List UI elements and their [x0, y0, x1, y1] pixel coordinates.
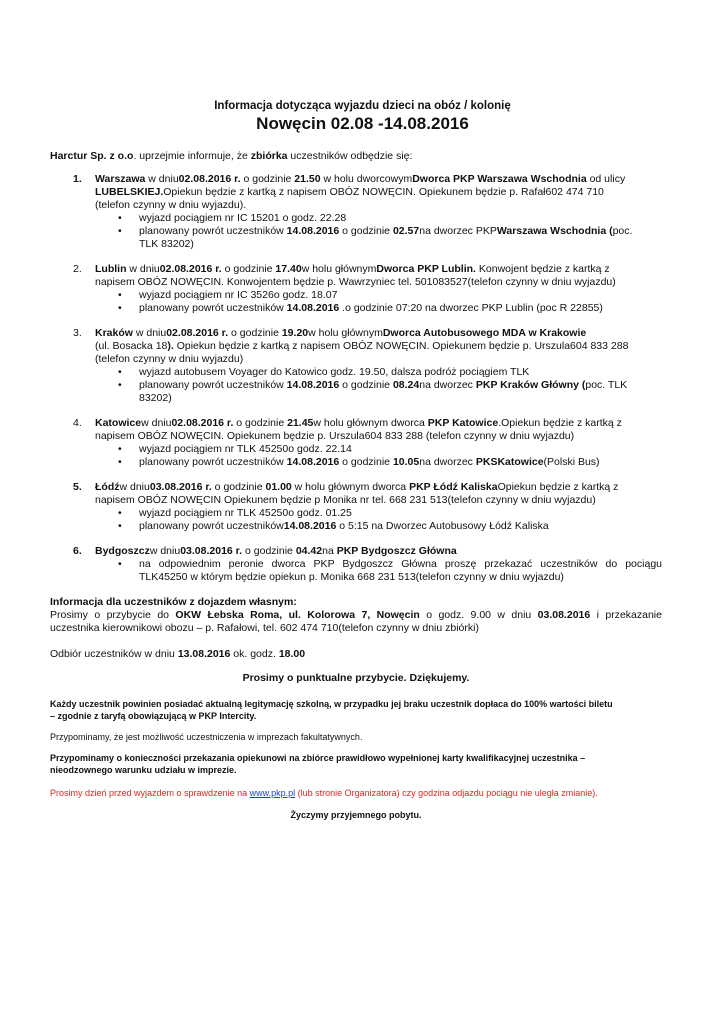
item-line: Katowicew dniu02.08.2016 r. o godzinie 21.45w holu głównym dworca PKP Katowice.Opiekun będzie z kartką z — [95, 417, 622, 429]
bullet-icon: • — [118, 507, 122, 519]
bullet-line: 83202) — [139, 392, 172, 404]
item-number: 5. — [73, 481, 82, 493]
bullet-line: TLK 83202) — [139, 238, 194, 250]
item-number: 6. — [73, 545, 82, 557]
item-line: napisem OBÓZ NOWĘCIN. Konwojentem będzie p. Wawrzyniec tel. 501083527(telefon czynny w dniu wyjazdu) — [95, 276, 616, 288]
item-line: Kraków w dniu02.08.2016 r. o godzinie 19.20w holu głównymDworca Autobusowego MDA w Krakowie — [95, 327, 587, 339]
pickup-line: Odbiór uczestników w dniu 13.08.2016 ok. godz. 18.00 — [50, 648, 306, 660]
item-number: 3. — [73, 327, 82, 339]
bullet-line: wyjazd pociągiem nr IC 3526o godz. 18.07 — [139, 289, 338, 301]
ticket-note-line: – zgodnie z taryfą obowiązującą w PKP Intercity. — [50, 711, 257, 721]
bullet-line: planowany powrót uczestników 14.08.2016 o godzinie 08.24na dworzec PKP Kraków Główny (poc. TLK — [139, 379, 628, 391]
pkp-link[interactable]: www.pkp.pl — [249, 788, 296, 798]
intro-paragraph: Harctur Sp. z o.o. uprzejmie informuje, że zbiórka uczestników odbędzie się: — [50, 150, 413, 162]
bullet-line: TLK45250 w którym będzie opiekun p. Monika 668 231 513(telefon czynny w dniu wyjazdu) — [139, 571, 564, 583]
item-number: 1. — [73, 173, 82, 185]
bullet-icon: • — [118, 443, 122, 455]
bullet-icon: • — [118, 212, 122, 224]
item-line: napisem OBÓZ NOWĘCIN Opiekunem będzie p Monika nr tel. 668 231 513(telefon czynny w dniu wyjazdu) — [95, 494, 596, 506]
bullet-icon: • — [118, 289, 122, 301]
item-line: LUBELSKIEJ.Opiekun będzie z kartką z napisem OBÓZ NOWĘCIN. Opiekunem będzie p. Rafał602 474 710 — [95, 186, 604, 198]
item-line: Warszawa w dniu02.08.2016 r. o godzinie 21.50 w holu dworcowymDworca PKP Warszawa Wschodnia od ulicy — [95, 173, 626, 185]
bullet-line: planowany powrót uczestników14.08.2016 o 5:15 na Dworzec Autobusowy Łódź Kaliska — [139, 520, 549, 532]
item-line: Bydgoszczw dniu03.08.2016 r. o godzinie 04.42na PKP Bydgoszcz Główna — [95, 545, 457, 557]
document-subtitle: Informacja dotycząca wyjazdu dzieci na obóz / kolonię — [214, 100, 511, 112]
bullet-icon: • — [118, 558, 122, 570]
closing-wish: Życzymy przyjemnego pobytu. — [290, 810, 422, 820]
bullet-line: wyjazd pociągiem nr TLK 45250o godz. 22.14 — [139, 443, 352, 455]
punctuality-note: Prosimy o punktualne przybycie. Dziękujemy. — [242, 672, 470, 684]
bullet-icon: • — [118, 379, 122, 391]
bullet-line: planowany powrót uczestników 14.08.2016 .o godzinie 07:20 na dworzec PKP Lublin (poc R 22855) — [139, 302, 603, 314]
optional-events-note: Przypominamy, że jest możliwość uczestniczenia w imprezach fakultatywnych. — [50, 732, 363, 742]
bullet-icon: • — [118, 520, 122, 532]
card-note-line: nieodzownego warunku udziału w imprezie. — [50, 765, 237, 775]
bullet-icon: • — [118, 456, 122, 468]
bullet-line: na odpowiednim peronie dworca PKP Bydgoszcz Główna proszę przekazać uczestników do pociągu — [139, 558, 662, 570]
item-line: Łódźw dniu03.08.2016 r. o godzinie 01.00 w holu głównym dworca PKP Łódź KaliskaOpiekun będzie z kartką z — [95, 481, 619, 493]
bullet-line: wyjazd pociągiem nr IC 15201 o godz. 22.28 — [139, 212, 347, 224]
bullet-icon: • — [118, 366, 122, 378]
document-title: Nowęcin 02.08 -14.08.2016 — [256, 114, 469, 133]
item-line: napisem OBÓZ NOWĘCIN. Opiekunem będzie p. Urszula604 833 288 (telefon czynny w dniu wyjazdu) — [95, 430, 575, 442]
item-number: 2. — [73, 263, 82, 275]
item-number: 4. — [73, 417, 82, 429]
bullet-line: wyjazd pociągiem nr TLK 45250o godz. 01.25 — [139, 507, 352, 519]
item-line: Lublin w dniu02.08.2016 r. o godzinie 17.40w holu głównymDworca PKP Lublin. Konwojent będzie z kartką z — [95, 263, 610, 275]
item-line: (telefon czynny w dniu wyjazdu). — [95, 199, 247, 211]
own-transport-line: Prosimy o przybycie do OKW Łebska Roma, ul. Kolorowa 7, Nowęcin o godz. 9.00 w dniu 03.08.2016 i przekazanie — [50, 609, 662, 621]
own-transport-heading: Informacja dla uczestników z dojazdem własnym: — [50, 596, 297, 608]
item-line: (ul. Bosacka 18). Opiekun będzie z kartką z napisem OBÓZ NOWĘCIN. Opiekunem będzie p. Urszula604 833 288 — [95, 340, 629, 352]
check-schedule-note: Prosimy dzień przed wyjazdem o sprawdzenie na www.pkp.pl (lub stronie Organizatora) czy godzina odjazdu pociągu nie uległa zmianie). — [50, 788, 598, 798]
ticket-note-line: Każdy uczestnik powinien posiadać aktualną legitymację szkolną, w przypadku jej braku uczestnik dopłaca do 100% wartości biletu — [50, 699, 613, 709]
bullet-icon: • — [118, 225, 122, 237]
bullet-line: planowany powrót uczestników 14.08.2016 o godzinie 02.57na dworzec PKPWarszawa Wschodnia (poc. — [139, 225, 633, 237]
card-note-line: Przypominamy o konieczności przekazania opiekunowi na zbiórce prawidłowo wypełnionej karty kwalifikacyjnej uczestnika – — [50, 753, 586, 763]
bullet-line: planowany powrót uczestników 14.08.2016 o godzinie 10.05na dworzec PKSKatowice(Polski Bus) — [139, 456, 600, 468]
bullet-icon: • — [118, 302, 122, 314]
item-line: (telefon czynny w dniu wyjazdu) — [95, 353, 244, 365]
company-name: Harctur Sp. z o.o — [50, 150, 134, 162]
own-transport-line: uczestnika kierownikowi obozu – p. Rafałowi, tel. 602 474 710(telefon czynny w dniu zbiórki) — [50, 622, 479, 634]
bullet-line: wyjazd autobusem Voyager do Katowico godz. 19.50, dalsza podróż pociągiem TLK — [139, 366, 530, 378]
